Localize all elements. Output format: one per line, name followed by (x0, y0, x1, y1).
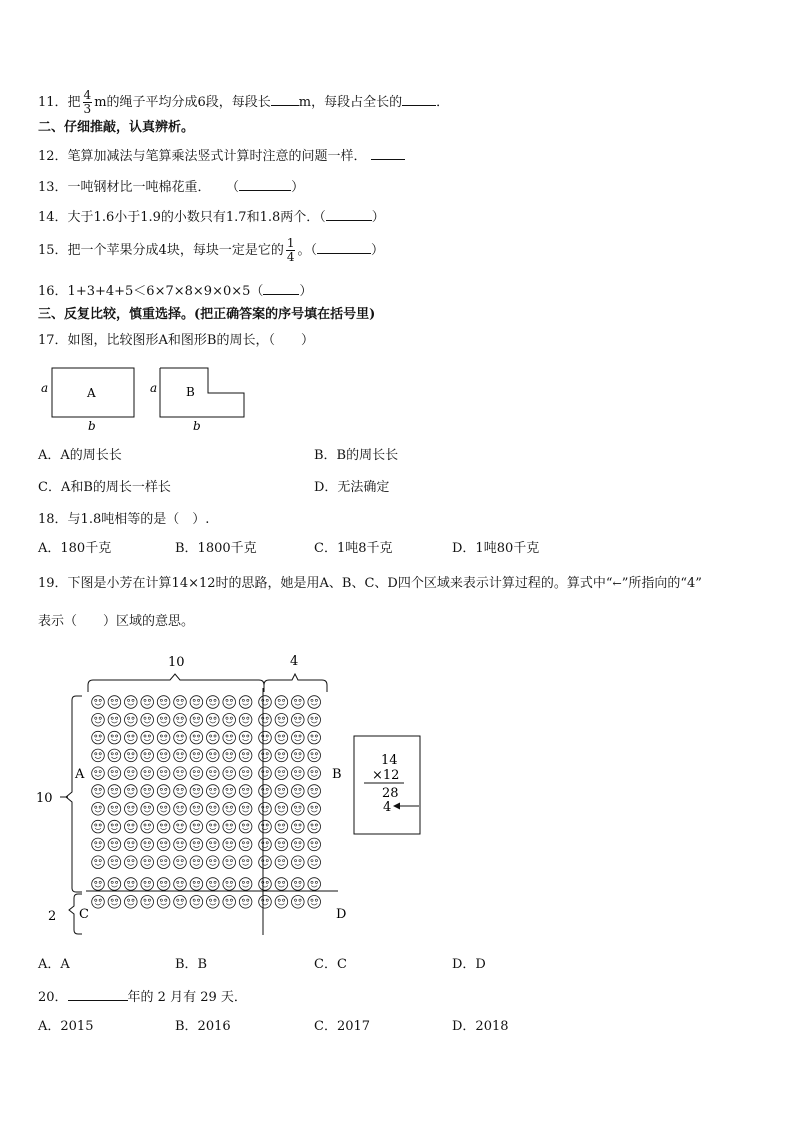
smiley-face-icon (207, 896, 220, 909)
smiley-face-icon (157, 767, 170, 780)
answer-blank[interactable] (271, 93, 299, 106)
smiley-face-icon (190, 820, 203, 833)
smiley-face-icon (92, 714, 105, 727)
smiley-face-icon (207, 749, 220, 762)
smiley-face-icon (239, 696, 252, 709)
smiley-face-icon (157, 785, 170, 798)
answer-blank[interactable] (263, 282, 299, 295)
smiley-face-icon (223, 767, 236, 780)
smiley-face-icon (157, 856, 170, 869)
smiley-face-icon (259, 696, 272, 709)
smiley-face-grid (92, 696, 321, 908)
smiley-face-icon (259, 731, 272, 744)
calc-multiplier: ×12 (372, 768, 400, 783)
smiley-face-icon (125, 714, 138, 727)
smiley-face-icon (125, 838, 138, 851)
smiley-face-icon (292, 714, 305, 727)
smiley-face-icon (308, 896, 321, 909)
shape-b-notched-outline (160, 368, 244, 417)
smiley-face-icon (275, 878, 288, 891)
answer-blank[interactable] (68, 988, 128, 1001)
region-label-b: B (332, 767, 342, 782)
smiley-face-icon (239, 856, 252, 869)
smiley-face-icon (141, 714, 154, 727)
smiley-face-icon (141, 785, 154, 798)
smiley-face-icon (292, 856, 305, 869)
smiley-face-icon (108, 767, 121, 780)
smiley-face-icon (92, 803, 105, 816)
smiley-face-icon (275, 696, 288, 709)
multiplication-grid-figure (30, 650, 430, 945)
side-label-b: b (193, 419, 201, 433)
smiley-face-icon (223, 749, 236, 762)
q20-option-c[interactable]: C．2017 (314, 1019, 371, 1034)
q17-option-d[interactable]: D．无法确定 (314, 480, 390, 495)
smiley-face-icon (207, 838, 220, 851)
region-label-c: C (79, 907, 89, 922)
smiley-face-icon (259, 767, 272, 780)
smiley-face-icon (292, 803, 305, 816)
smiley-face-icon (275, 820, 288, 833)
smiley-face-icon (190, 785, 203, 798)
smiley-face-icon (292, 896, 305, 909)
fraction-four-thirds: $\frac{4}{3}$ (83, 88, 92, 116)
smiley-face-icon (141, 767, 154, 780)
answer-blank[interactable] (326, 208, 372, 221)
question-20: 20． 年的 2 月有 29 天． (38, 990, 247, 1005)
smiley-face-icon (174, 767, 187, 780)
smiley-face-icon (190, 749, 203, 762)
smiley-face-icon (157, 838, 170, 851)
top-brace-4 (264, 674, 327, 692)
top-label-4: 4 (290, 654, 299, 669)
smiley-face-icon (275, 803, 288, 816)
smiley-face-icon (108, 696, 121, 709)
smiley-face-icon (157, 714, 170, 727)
smiley-face-icon (239, 803, 252, 816)
smiley-face-icon (125, 749, 138, 762)
smiley-face-icon (259, 749, 272, 762)
smiley-face-icon (108, 878, 121, 891)
smiley-face-icon (207, 714, 220, 727)
side-brace-10 (66, 696, 82, 892)
smiley-face-icon (223, 856, 236, 869)
smiley-face-icon (141, 856, 154, 869)
q18-option-b[interactable]: B．1800千克 (175, 541, 257, 556)
smiley-face-icon (92, 838, 105, 851)
answer-blank[interactable] (239, 178, 291, 191)
region-label-d: D (336, 907, 347, 922)
smiley-face-icon (292, 838, 305, 851)
smiley-face-icon (141, 696, 154, 709)
smiley-face-icon (92, 878, 105, 891)
smiley-face-icon (275, 767, 288, 780)
question-19-line-1: 19．下图是小芳在计算14×12时的思路，她是用A、B、C、D四个区域来表示计算过程的。算式中“←”所指向的“4” (38, 576, 702, 591)
smiley-face-icon (259, 785, 272, 798)
smiley-face-icon (125, 696, 138, 709)
smiley-face-icon (157, 896, 170, 909)
smiley-face-icon (141, 820, 154, 833)
smiley-face-icon (239, 896, 252, 909)
q18-option-a[interactable]: A．180千克 (38, 541, 112, 556)
smiley-face-icon (259, 803, 272, 816)
smiley-face-icon (207, 803, 220, 816)
smiley-face-icon (141, 896, 154, 909)
smiley-face-icon (92, 896, 105, 909)
smiley-face-icon (275, 856, 288, 869)
smiley-face-icon (207, 696, 220, 709)
smiley-face-icon (125, 803, 138, 816)
question-12: 12．笔算加减法与笔算乘法竖式计算时注意的问题一样． (38, 147, 405, 165)
answer-blank[interactable] (317, 241, 371, 254)
q20-option-b[interactable]: B．2016 (175, 1019, 231, 1034)
smiley-face-icon (174, 749, 187, 762)
smiley-face-icon (223, 896, 236, 909)
perimeter-figure (36, 362, 256, 434)
q20-option-d[interactable]: D．2018 (452, 1019, 509, 1034)
question-19-line-2: 表示（ ）区域的意思。 (38, 614, 195, 629)
smiley-face-icon (190, 856, 203, 869)
answer-blank[interactable] (402, 93, 436, 106)
smiley-face-icon (239, 838, 252, 851)
side-label-2: 2 (48, 909, 57, 924)
smiley-face-icon (223, 731, 236, 744)
question-17: 17．如图，比较图形A和图形B的周长，（ ） (38, 333, 314, 348)
smiley-face-icon (157, 803, 170, 816)
q17-option-a[interactable]: A．A的周长长 (38, 448, 122, 463)
smiley-face-icon (92, 856, 105, 869)
smiley-face-icon (141, 749, 154, 762)
q18-option-c[interactable]: C．1吨8千克 (314, 541, 393, 556)
smiley-face-icon (125, 785, 138, 798)
smiley-face-icon (292, 820, 305, 833)
calc-partial-28: 28 (382, 786, 399, 801)
smiley-face-icon (308, 856, 321, 869)
smiley-face-icon (174, 731, 187, 744)
smiley-face-icon (108, 749, 121, 762)
smiley-face-icon (259, 896, 272, 909)
smiley-face-icon (259, 856, 272, 869)
smiley-face-icon (125, 820, 138, 833)
smiley-face-icon (157, 749, 170, 762)
smiley-face-icon (207, 767, 220, 780)
section-2-heading: 二、仔细推敲，认真辨析。 (38, 120, 195, 135)
left-arrow-icon: ← (612, 577, 622, 590)
smiley-face-icon (190, 767, 203, 780)
smiley-face-icon (125, 856, 138, 869)
q19-option-a[interactable]: A．A (38, 957, 70, 972)
smiley-face-icon (308, 767, 321, 780)
q19-option-d[interactable]: D．D (452, 957, 486, 972)
smiley-face-icon (141, 878, 154, 891)
smiley-face-icon (92, 749, 105, 762)
smiley-face-icon (157, 878, 170, 891)
smiley-face-icon (174, 803, 187, 816)
smiley-face-icon (190, 878, 203, 891)
calculation-box (354, 736, 420, 834)
smiley-face-icon (223, 714, 236, 727)
side-label-b: b (88, 419, 96, 433)
smiley-face-icon (275, 896, 288, 909)
q20-option-a[interactable]: A．2015 (38, 1019, 94, 1034)
answer-blank[interactable] (371, 147, 405, 160)
smiley-face-icon (308, 714, 321, 727)
side-label-a: a (150, 381, 158, 395)
question-13: 13．一吨钢材比一吨棉花重． （ ） (38, 180, 305, 195)
smiley-face-icon (239, 767, 252, 780)
smiley-face-icon (141, 803, 154, 816)
smiley-face-icon (125, 878, 138, 891)
smiley-face-icon (308, 838, 321, 851)
smiley-face-icon (239, 785, 252, 798)
smiley-face-icon (190, 803, 203, 816)
smiley-face-icon (239, 714, 252, 727)
smiley-face-icon (239, 731, 252, 744)
smiley-face-icon (108, 731, 121, 744)
smiley-face-icon (292, 878, 305, 891)
smiley-face-icon (308, 696, 321, 709)
smiley-face-icon (125, 767, 138, 780)
smiley-face-icon (190, 838, 203, 851)
smiley-face-icon (275, 838, 288, 851)
smiley-face-icon (108, 820, 121, 833)
smiley-face-icon (92, 767, 105, 780)
smiley-face-icon (174, 896, 187, 909)
smiley-face-icon (190, 896, 203, 909)
smiley-face-icon (207, 856, 220, 869)
section-3-heading: 三、反复比较，慎重选择。(把正确答案的序号填在括号里) (38, 307, 376, 322)
smiley-face-icon (292, 749, 305, 762)
smiley-face-icon (259, 838, 272, 851)
smiley-face-icon (108, 714, 121, 727)
smiley-face-icon (292, 785, 305, 798)
smiley-face-icon (239, 820, 252, 833)
side-label-a: a (41, 381, 49, 395)
smiley-face-icon (92, 696, 105, 709)
fraction-one-quarter: $\frac{1}{4}$ (286, 236, 295, 264)
smiley-face-icon (259, 714, 272, 727)
q19-option-b[interactable]: B．B (175, 957, 208, 972)
smiley-face-icon (308, 878, 321, 891)
smiley-face-icon (292, 696, 305, 709)
smiley-face-icon (308, 803, 321, 816)
q17-option-c[interactable]: C．A和B的周长一样长 (38, 480, 171, 495)
calc-partial-4: 4 (383, 800, 392, 815)
smiley-face-icon (223, 803, 236, 816)
smiley-face-icon (308, 785, 321, 798)
shape-b-label: B (186, 385, 195, 399)
smiley-face-icon (275, 785, 288, 798)
smiley-face-icon (92, 820, 105, 833)
smiley-face-icon (108, 838, 121, 851)
smiley-face-icon (174, 838, 187, 851)
smiley-face-icon (174, 820, 187, 833)
smiley-face-icon (207, 731, 220, 744)
smiley-face-icon (125, 731, 138, 744)
smiley-face-icon (108, 803, 121, 816)
smiley-face-icon (108, 896, 121, 909)
smiley-face-icon (108, 856, 121, 869)
left-arrow-icon (393, 803, 400, 810)
top-label-10: 10 (168, 655, 185, 670)
smiley-face-icon (141, 838, 154, 851)
smiley-face-icon (275, 731, 288, 744)
smiley-face-icon (223, 878, 236, 891)
smiley-face-icon (259, 878, 272, 891)
smiley-face-icon (174, 856, 187, 869)
smiley-face-icon (174, 714, 187, 727)
q19-option-c[interactable]: C．C (314, 957, 347, 972)
smiley-face-icon (292, 731, 305, 744)
smiley-face-icon (125, 896, 138, 909)
smiley-face-icon (174, 878, 187, 891)
shape-a-label: A (87, 386, 96, 400)
smiley-face-icon (223, 696, 236, 709)
smiley-face-icon (207, 785, 220, 798)
top-brace-10 (88, 674, 264, 692)
smiley-face-icon (308, 731, 321, 744)
smiley-face-icon (174, 785, 187, 798)
smiley-face-icon (223, 785, 236, 798)
smiley-face-icon (141, 731, 154, 744)
question-11: 11．把 $\frac{4}{3}$ m的绳子平均分成6段，每段长 m，每段占全长的 ． (38, 88, 450, 116)
smiley-face-icon (259, 820, 272, 833)
smiley-face-icon (292, 767, 305, 780)
smiley-face-icon (190, 731, 203, 744)
question-15: 15．把一个苹果分成4块，每块一定是它的 $\frac{1}{4}$ 。（ ） (38, 236, 385, 264)
question-18: 18．与1.8吨相等的是（ ）. (38, 512, 210, 527)
smiley-face-icon (157, 820, 170, 833)
smiley-face-icon (207, 820, 220, 833)
smiley-face-icon (308, 749, 321, 762)
smiley-face-icon (92, 731, 105, 744)
smiley-face-icon (92, 785, 105, 798)
smiley-face-icon (239, 878, 252, 891)
smiley-face-icon (174, 696, 187, 709)
region-label-a: A (75, 767, 85, 782)
smiley-face-icon (157, 696, 170, 709)
smiley-face-icon (108, 785, 121, 798)
smiley-face-icon (275, 749, 288, 762)
smiley-face-icon (190, 696, 203, 709)
smiley-face-icon (223, 820, 236, 833)
smiley-face-icon (190, 714, 203, 727)
calc-multiplicand: 14 (381, 753, 398, 768)
question-14: 14．大于1.6小于1.9的小数只有1.7和1.8两个．（ ） (38, 210, 385, 225)
smiley-face-icon (308, 820, 321, 833)
side-label-10: 10 (36, 791, 53, 806)
smiley-face-icon (223, 838, 236, 851)
question-16: 16．1+3+4+5＜6×7×8×9×0×5（ ） (38, 284, 313, 299)
smiley-face-icon (207, 878, 220, 891)
smiley-face-icon (157, 731, 170, 744)
smiley-face-icon (275, 714, 288, 727)
smiley-face-icon (239, 749, 252, 762)
q18-option-d[interactable]: D．1吨80千克 (452, 541, 540, 556)
q17-option-b[interactable]: B．B的周长长 (314, 448, 399, 463)
